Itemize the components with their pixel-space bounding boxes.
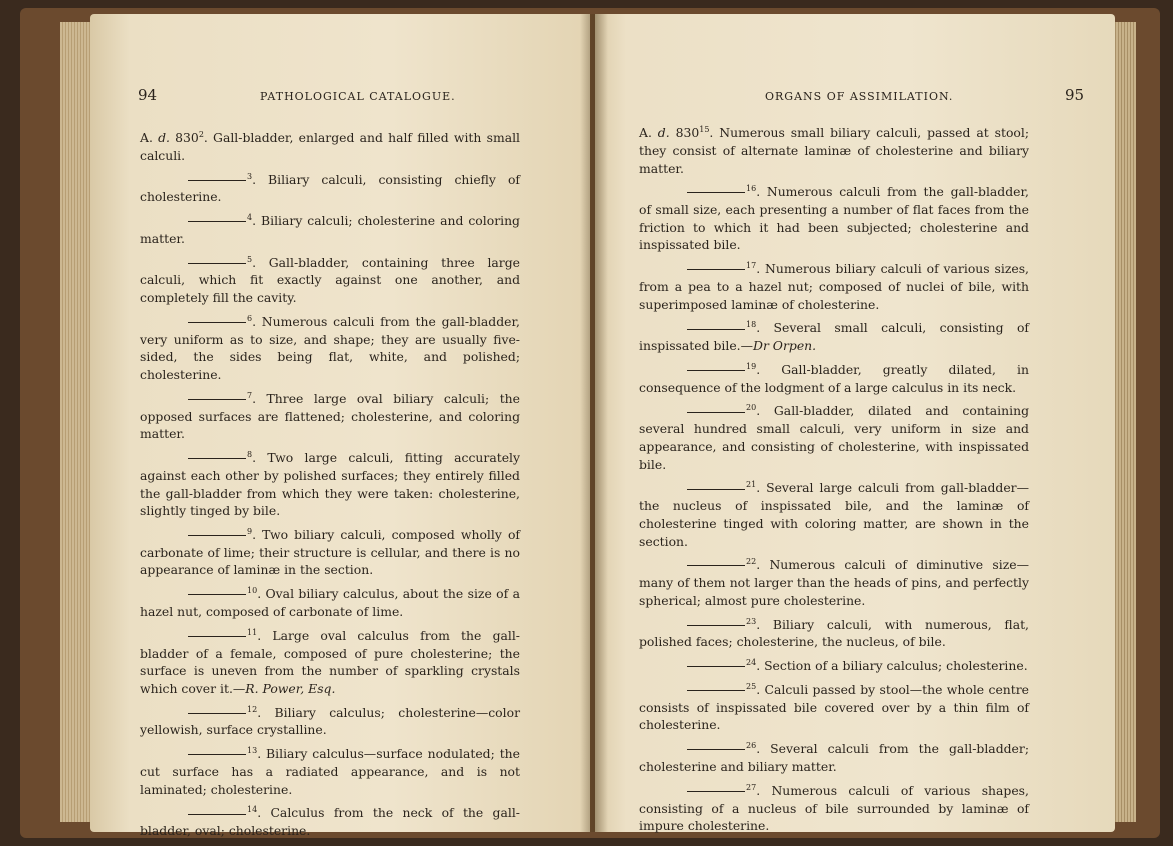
left-page-edges [60,22,92,822]
catalogue-entry: $^{16}$. Numerous calculi from the gall-bladder, of small size, each presenting a number of flat faces from the friction to which it had been subjected; cholesterine and inspissated bile. [639,184,1029,253]
catalogue-entry: $^{12}$. Biliary calculus; cholesterine—color yellowish, surface crystalline. [140,704,520,738]
catalogue-entry: $^{19}$. Gall-bladder, greatly dilated, in consequence of the lodgment of a large calculus in its neck. [639,361,1029,395]
catalogue-entry: $^{18}$. Several small calculi, consisting of inspissated bile.—Dr Orpen. [639,320,1029,354]
catalogue-entry: $^{10}$. Oval biliary calculus, about the size of a hazel nut, composed of carbonate of lime. [140,586,520,619]
catalogue-entry: $^{11}$. Large oval calculus from the gall-bladder of a female, composed of pure cholesterine; the surface is uneven from the number of sparkling crystals which cover it.—R. Power, Esq. [140,627,520,696]
catalogue-entry: $^{27}$. Numerous calculi of various shapes, consisting of a nucleus of bile surrounded by laminæ of impure cholesterine. [639,782,1029,834]
left-page [90,14,590,839]
page-number: 95 [1065,86,1085,104]
catalogue-entry: $^4$. Biliary calculi; cholesterine and coloring matter. [140,213,520,246]
running-head: PATHOLOGICAL CATALOGUE. [260,90,456,103]
catalogue-entry: $^{26}$. Several calculi from the gall-bladder; cholesterine and biliary matter. [639,741,1029,774]
catalogue-entry: $^{23}$. Biliary calculi, with numerous, flat, polished faces; cholesterine, the nucleus, of bile. [639,616,1029,650]
book [20,8,1160,838]
catalogue-entry: $^7$. Three large oval biliary calculi; the opposed surfaces are flattened; cholesterine, and coloring matter. [140,390,520,442]
page-number: 94 [138,86,158,104]
catalogue-entry: $^5$. Gall-bladder, containing three large calculi, which fit exactly against one another, and completely fill the cavity. [140,254,520,306]
catalogue-entry: $^{25}$. Calculi passed by stool—the whole centre consists of inspissated bile covered over by a thin film of cholesterine. [639,681,1029,733]
left-page-text [140,126,520,843]
catalogue-entry: $^8$. Two large calculi, fitting accurately against each other by polished surfaces; they entirely filled the gall-bladder from which they were taken: cholesterine, slightly tinged by bile. [140,450,520,519]
left-header [90,86,590,112]
catalogue-entry: $^{13}$. Biliary calculus—surface nodulated; the cut surface has a radiated appearance, and is not laminated; cholesterine. [140,746,520,797]
catalogue-entry: $^3$. Biliary calculi, consisting chiefly of cholesterine. [140,171,520,205]
right-header [595,86,1115,112]
catalogue-entry: $^9$. Two biliary calculi, composed wholly of carbonate of lime; their structure is cellular, and there is no appearance of laminæ in the section. [140,526,520,578]
catalogue-entry: $^{17}$. Numerous biliary calculi of various sizes, from a pea to a hazel nut; composed of nuclei of bile, with superimposed laminæ of cholesterine. [639,261,1029,312]
catalogue-entry: $^6$. Numerous calculi from the gall-bladder, very uniform as to size, and shape; they are usually five-sided, the sides being flat, white, and polished; cholesterine. [140,313,520,383]
catalogue-entry: $^{20}$. Gall-bladder, dilated and containing several hundred small calculi, very uniform in size and appearance, and consisting of cholesterine, with inspissated bile. [639,403,1029,472]
running-head: ORGANS OF ASSIMILATION. [765,90,954,103]
first-entry: A. d. $830^2$. Gall-bladder, enlarged and half filled with small calculi. [140,130,521,163]
right-page-text [639,121,1029,838]
right-page [595,14,1115,832]
catalogue-entry: $^{24}$. Section of a biliary calculus; cholesterine. [639,654,1029,675]
first-entry: A. d. $830^{15}$. Numerous small biliary calculi, passed at stool; they consist of alternate laminæ of cholesterine and biliary matter. [639,125,1030,176]
book-gutter [580,14,608,832]
catalogue-entry: $^{22}$. Numerous calculi of diminutive size—many of them not larger than the heads of pins, and perfectly spherical; almost pure cholesterine. [639,557,1029,608]
catalogue-entry: $^{14}$. Calculus from the neck of the gall-bladder, oval; cholesterine. [140,805,520,839]
catalogue-entry: $^{21}$. Several large calculi from gall-bladder—the nucleus of inspissated bile, and the laminæ of cholesterine tinged with coloring matter, are shown in the section. [639,480,1029,549]
